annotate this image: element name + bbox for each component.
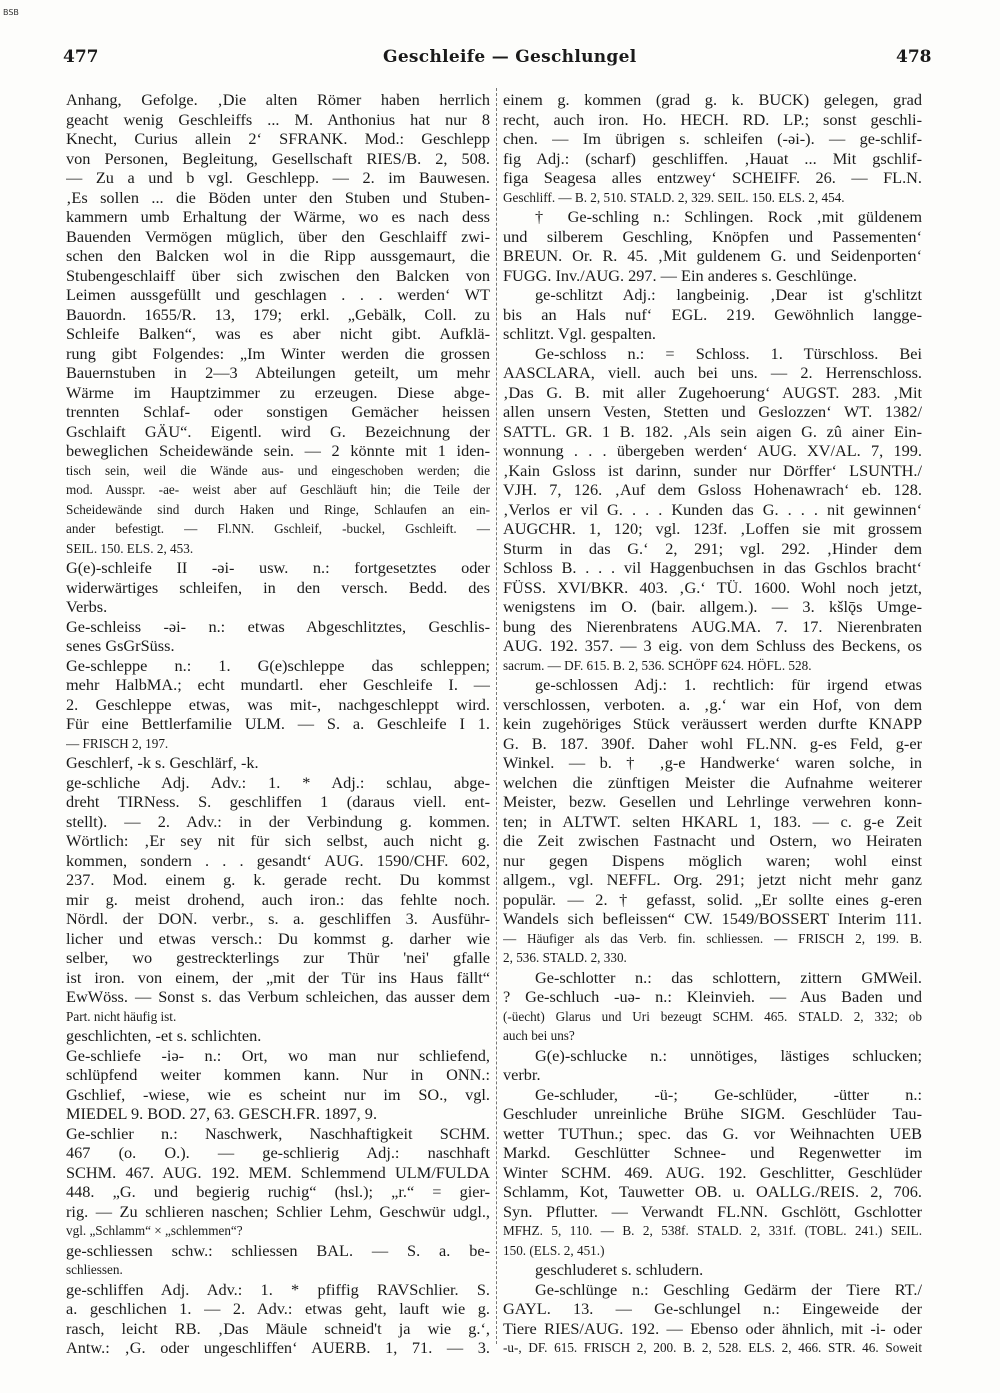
text-line: verbr. (503, 1065, 541, 1084)
text-line: mod. Ausspr. -ae- weist aber auf Geschläuft hin; die Teile der (66, 482, 490, 497)
text-line: von Personen, Begleitung, Gesellschaft RIES/B. 2, 508. (66, 148, 490, 168)
text-line: FUGG. Inv./AUG. 297. — Ein anderes s. Geschlünge. (503, 265, 857, 285)
text-line: wenigstens im O. (bair. allgem.). — 3. kšlǭs Umge- (503, 597, 922, 616)
text-line: welchen die zünftigen Meister die Aufnahme weiterer (503, 772, 922, 792)
text-line: G(e)-schlucke n.: unnötiges, lästiges schlucken; (535, 1045, 922, 1065)
text-line: ist iron. von einem, der „mit der Tür ins Haus fällt“ (66, 967, 490, 987)
text-line: Ge-schlotter n.: das schlottern, zittern GMWeil. (535, 967, 922, 987)
text-line: G. B. 187. 390f. Daher wohl FL.NN. g-es Feld, g-er (503, 733, 922, 753)
text-line: Markd. Geschlütter Schnee- und Regenwetter im (503, 1143, 922, 1162)
column-divider (496, 88, 497, 1344)
text-line: a. geschlichen 1. — 2. Adv.: etwas geht, lauft wie g. (66, 1299, 490, 1318)
text-line: Part. nicht häufig ist. (66, 1008, 177, 1024)
text-line: mehr HalbMA.; echt mundartl. eher Geschleife I. — (66, 675, 490, 694)
text-line: schen den Balcken wol in die Ripp aussgemaurt, die (66, 246, 490, 265)
text-line: SCHM. 467. AUG. 192. MEM. Schlemmend ULM/FULDA (66, 1162, 490, 1182)
text-line: nur gegen Dispens möglich waren; wohl einst (503, 850, 922, 870)
text-line: EwWöss. — Sonst s. das Verbum schleichen, das ausser dem (66, 987, 490, 1006)
text-line: senes GsGrSüss. (66, 636, 175, 655)
text-line: vgl. „Schlamm“ × „schlemmen“? (66, 1223, 243, 1238)
text-line: Anhang, Gefolge. ‚Die alten Römer haben herrlich (66, 90, 490, 109)
left-column (66, 90, 490, 1358)
text-line: AASCLARA, viell. auch bei uns. — 2. Herrenschloss. (503, 363, 922, 382)
text-line: Knecht, Curius allein 2‘ SFRANK. Mod.: Geschlepp (66, 129, 490, 148)
text-line: dreht TIRNess. S. geschliffen 1 (daraus viell. ent- (66, 792, 490, 811)
text-line: MFHZ. 5, 110. — B. 2, 538f. STALD. 2, 331f. (TOBL. 241.) SEIL. (503, 1223, 922, 1238)
text-line: kommen, sondern . . . gesandt‘ AUG. 1590/CHF. 602, (66, 850, 490, 870)
text-line: — Zu a und b vgl. Geschlepp. — 2. im Bauwesen. (66, 168, 490, 187)
text-line: ten; in ALTWT. selten HKARL 1, 183. — c. g-e Zeit (503, 811, 922, 831)
text-line: Tiere RIES/AUG. 192. — Ebenso oder ähnlich, mit -i- oder (503, 1318, 922, 1338)
text-line: kammern umb Erhaltung der Wärme, wo es nach dess (66, 207, 490, 226)
text-line: ‚Kain Gsloss ist darinn, sunder nur Dörffer‘ LSUNTH./ (503, 460, 922, 480)
text-line: Bauenden Vermögen müglich, über den Geschlaiff zwi- (66, 226, 490, 246)
text-line: und silberem Geschling, Knöpfen und Passementen‘ (503, 226, 922, 246)
text-line: Geschluder unreinliche Brühe SIGM. Geschlüder Tau- (503, 1104, 922, 1123)
text-line: ‚Es sollen ... die Böden unter den Stuben und Stuben- (66, 187, 490, 207)
text-line: Ge-schliefe -iə- n.: Ort, wo man nur schliefend, (66, 1045, 490, 1065)
text-line: bis an Hals nuf‘ EGL. 219. Gewöhnlich langge- (503, 304, 922, 324)
text-line: bung des Nierenbratens AUG.MA. 7. 17. Nierenbraten (503, 616, 922, 636)
text-line: Nördl. der DON. verbr., s. a. geschliffen 3. Ausführ- (66, 909, 490, 928)
text-line: schliessen. (66, 1262, 123, 1277)
text-line: Bauordn. 1655/R. 13, 179; erkl. „Gebälk, Coll. zu (66, 304, 490, 324)
text-line: Antw.: ‚G. oder ungeschliffen‘ AUERB. 1, 71. — 3. (66, 1338, 490, 1357)
text-line: Syn. Pflutter. — Verwandt FL.NN. Gschlött, Gschlotter (503, 1201, 922, 1221)
text-line: Scheidewände sind durch Haken und Ringe, Schlaufen an ein- (66, 501, 490, 517)
text-line: BREUN. Or. R. 45. ‚Mit guldenem G. und Seidenporten‘ (503, 246, 922, 265)
text-line: trennten Schlaf- oder sonstigen Gemächer heissen (66, 402, 490, 421)
text-line: selber, wo gestreckterlings zur Thür 'nei' gfalle (66, 948, 490, 967)
running-header-title: Geschleife — Geschlungel (383, 47, 637, 67)
text-line: einem g. kommen (grad g. k. BUCK) gelegen, grad (503, 90, 922, 109)
text-line: die Zeit zwischen Fastnacht und Ostern, wo Heiraten (503, 831, 922, 850)
right-page-number: 478 (896, 47, 932, 67)
left-page-number: 477 (63, 47, 99, 67)
text-line: ge-schliessen schw.: schliessen BAL. — S. a. be- (66, 1240, 490, 1260)
text-line: 150. (ELS. 2, 451.) (503, 1242, 605, 1258)
text-line: ‚Das G. B. mit aller Zugehoerung‘ AUGST. 283. ‚Mit (503, 382, 922, 402)
text-line: 237. Mod. einem g. k. gerade recht. Du kommst (66, 870, 490, 889)
text-line: SEIL. 150. ELS. 2, 453. (66, 540, 194, 556)
text-line: widerwärtiges schleifen, in den versch. Bedd. des (66, 577, 490, 597)
text-line: wetter TUThun.; spec. das G. vor Weihnachten UEB (503, 1123, 922, 1143)
text-line: chen. — Im übrigen s. schleifen (-əi-). — ge-schlif- (503, 129, 922, 148)
text-line: mir g. meist drohend, auch iron.: das fehlte noch. (66, 889, 490, 909)
text-line: recht, auch iron. Ho. HECH. RD. LP.; sonst geschli- (503, 109, 922, 129)
text-line: AUG. 192. 357. — 3 eig. von dem Schluss des Beckens, os (503, 636, 922, 655)
text-line: Stubengeschlaiff über sich zwischen den Balcken von (66, 265, 490, 285)
text-line: SATTL. GR. 1 B. 182. ‚Als sein aigen G. zû ainer Ein- (503, 421, 922, 441)
text-line: wonnung . . . übergeben werden‘ AUG. XV/AL. 7, 199. (503, 441, 922, 460)
text-line: Winkel. — b. † ‚g-e Handwerke‘ waren solche, in (503, 753, 922, 772)
text-line: verschlossen, verboten. a. ‚g.‘ war ein Hof, von dem (503, 694, 922, 714)
text-line: allen unsern Vesten, Stetten und Geslozzen‘ WT. 1382/ (503, 402, 922, 421)
text-line: beweglichen Scheidewände sein. — 2 könnte mit 1 iden- (66, 441, 490, 460)
text-line: Ge-schloss n.: = Schloss. 1. Türschloss. Bei (535, 343, 922, 363)
text-line: tisch sein, weil die Wände aus- und eingeschoben werden; die (66, 462, 490, 478)
text-line: rasch, leicht RB. ‚Das Mäule schneid't ja wie g.‘, (66, 1318, 490, 1338)
text-line: Meister, bezw. Gesellen und Lehrlinge verwehren konn- (503, 792, 922, 811)
text-line: schlitzt. Vgl. gespalten. (503, 324, 656, 343)
text-line: ge-schlossen Adj.: 1. rechtlich: für irgend etwas (535, 675, 922, 694)
text-line: (-üecht) Glarus und Uri bezeugt SCHM. 465. STALD. 2, 332; ob (503, 1008, 922, 1024)
text-line: 2, 536. STALD. 2, 330. (503, 950, 627, 965)
text-line: ander befestigt. — Fl.NN. Gschleif, -buckel, Gschleift. — (66, 521, 490, 536)
text-line: Sturm in das G.‘ 2, 291; vgl. 292. ‚Hinder dem (503, 538, 922, 558)
text-line: rung gibt Folgendes: „Im Winter werden die grossen (66, 343, 490, 363)
text-line: 467 (o. O.). — ge-schlierig Adj.: naschhaft (66, 1143, 490, 1162)
text-line: G(e)-schleife II -əi- usw. n.: fortgesetztes oder (66, 558, 490, 577)
text-line: Wörtlich: ‚Er sey nit für sich selbst, auch nicht g. (66, 831, 490, 850)
text-line: Geschliff. — B. 2, 510. STALD. 2, 329. SEIL. 150. ELS. 2, 454. (503, 189, 845, 205)
text-line: kein zugehöriges Stück veräussert werden durfte KNAPP (503, 714, 922, 733)
text-line: -u-, DF. 615. FRISCH 2, 200. B. 2, 528. ELS. 2, 466. STR. 46. Soweit (503, 1340, 922, 1355)
text-line: stellt). — 2. Adv.: in der Verbindung g. kommen. (66, 811, 490, 831)
text-line: ? Ge-schluch -uə- n.: Kleinvieh. — Aus Baden und (503, 987, 922, 1006)
text-line: VJH. 7, 126. ‚Auf dem Gsloss Hohenawrach‘ eb. 128. (503, 480, 922, 499)
text-line: rig. — Zu schlieren naschen; Schlier Lehm, Geschwür udgl., (66, 1201, 490, 1221)
text-line: Bauernstuben in 2—3 Abteilungen geteilt, um mehr (66, 363, 490, 382)
right-column (503, 90, 922, 1358)
text-line: licher und etwas versch.: Du kommst g. darher wie (66, 928, 490, 948)
text-line: ge-schliffen Adj. Adv.: 1. * pfiffig RAVSchlier. S. (66, 1279, 490, 1299)
text-line: † Ge-schling n.: Schlingen. Rock ‚mit güldenem (535, 207, 922, 226)
text-line: MIEDEL 9. BOD. 27, 63. GESCH.FR. 1897, 9. (66, 1104, 378, 1123)
text-line: geacht wenig Geschleiffs ... M. Anthonius hat nur 8 (66, 109, 490, 129)
text-line: allgem., vgl. NEFFL. Org. 291; jetzt nicht mehr ganz (503, 870, 922, 889)
text-line: Ge-schluder, -ü-; Ge-schlüder, -ütter n.: (535, 1084, 922, 1104)
text-line: Leimen aussgefüllt und geschlagen . . . werden‘ WT (66, 285, 490, 304)
text-line: — Häufiger als das Verb. fin. schliessen. — FRISCH 2, 199. B. (503, 930, 922, 946)
text-line: Geschlerf, -k s. Geschlärf, -k. (66, 753, 259, 772)
text-line: ge-schlitzt Adj.: langbeinig. ‚Dear ist g'schlitzt (535, 285, 922, 304)
text-line: 448. „G. und begierig ruchig“ (hsl.); „r.“ = gier- (66, 1182, 490, 1201)
text-line: schlüpfend weiter kommen kann. Nur in ONN.: (66, 1065, 490, 1084)
text-line: geschluderet s. schludern. (535, 1260, 704, 1279)
text-line: 2. Geschleppe etwas, was mit-, nachgeschleppt wird. (66, 694, 490, 714)
text-line: Ge-schlünge n.: Geschling Gedärm der Tiere RT./ (535, 1279, 922, 1299)
text-line: Ge-schleppe n.: 1. G(e)schleppe das schleppen; (66, 655, 490, 675)
text-line: Für eine Bettlerfamilie ULM. — S. a. Geschleife I 1. (66, 714, 490, 733)
text-line: Schlamm, Kot, Tauwetter OB. u. OALLG./REIS. 2, 706. (503, 1182, 922, 1201)
text-line: Gschlaift GÄU“. Eigentl. wird G. Bezeichnung der (66, 421, 490, 441)
text-line: AUGCHR. 1, 120; vgl. 123f. ‚Loffen sie mit grossem (503, 519, 922, 538)
text-line: Ge-schlier n.: Naschwerk, Naschhaftigkeit SCHM. (66, 1123, 490, 1143)
text-line: geschlichten, -et s. schlichten. (66, 1026, 262, 1045)
text-line: — FRISCH 2, 197. (66, 735, 169, 751)
text-line: Schloss B. . . . vil Haggenbuchsen in das Gschlos bracht‘ (503, 558, 922, 577)
text-line: Verbs. (66, 597, 108, 616)
text-line: fig Adj.: (scharf) geschliffen. ‚Hauat ... Mit gschlif- (503, 148, 922, 168)
text-line: sacrum. — DF. 615. B. 2, 536. SCHÖPF 624. HÖFL. 528. (503, 657, 812, 673)
text-line: Gschlief, -wiese, wie es scheint nur im SO., vgl. (66, 1084, 490, 1104)
library-stamp: BSB (3, 8, 19, 17)
text-line: auch bei uns? (503, 1028, 575, 1043)
text-line: Wärme im Hauptzimmer zu erzeugen. Diese abge- (66, 382, 490, 402)
text-line: ge-schliche Adj. Adv.: 1. * Adj.: schlau, abge- (66, 772, 490, 792)
text-line: figa Seagesa alles entzwey‘ SCHEIFF. 26. — FL.N. (503, 168, 922, 187)
text-line: Wandels sich befleissen“ CW. 1549/BOSSERT Interim 111. (503, 909, 922, 928)
text-line: Schleife Balken“, was es aber nicht gibt. Aufklä- (66, 324, 490, 343)
text-line: Winter SCHM. 469. AUG. 192. Geschlitter, Geschlüder (503, 1162, 922, 1182)
text-line: ‚Verlos er vil G. . . . Kunden das G. . . . nit gewinnen‘ (503, 499, 922, 519)
text-line: FÜSS. XVI/BKR. 403. ‚G.‘ TÜ. 1600. Wohl noch jetzt, (503, 577, 922, 597)
text-line: GAYL. 13. — Ge-schlungel n.: Eingeweide der (503, 1299, 922, 1318)
text-line: populär. — 2. † gefasst, solid. „Er sollte eines g-eren (503, 889, 922, 909)
text-line: Ge-schleiss -əi- n.: etwas Abgeschlitztes, Geschlis- (66, 616, 490, 636)
